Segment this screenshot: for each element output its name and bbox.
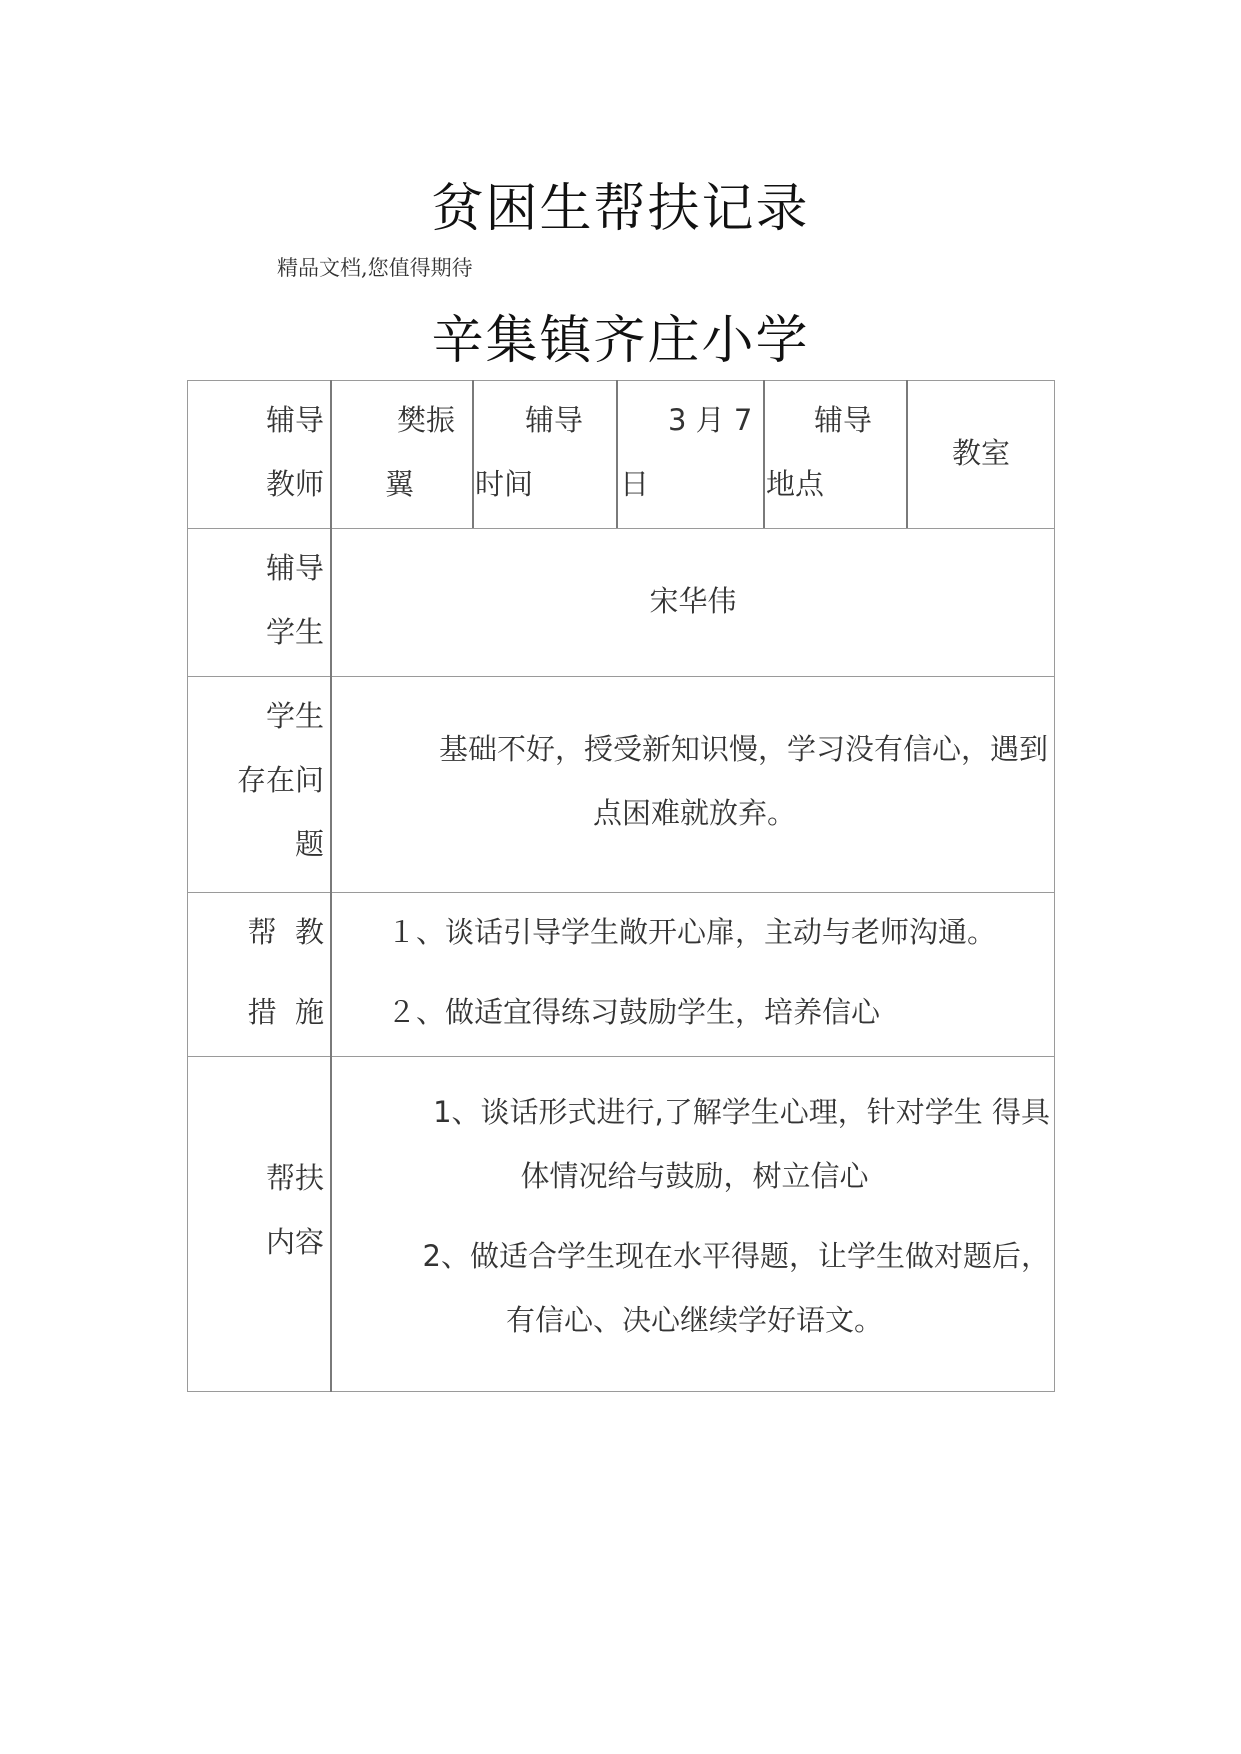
place-value: 教室 — [951, 436, 1010, 470]
column-divider — [616, 380, 618, 528]
time-value: 3 月 7 — [668, 403, 753, 437]
problem-label: 学生 存在问 题 — [236, 699, 324, 861]
teacher-value: 樊振 — [397, 403, 456, 437]
time-label: 辅导 — [525, 403, 584, 437]
school-name: 辛集镇齐庄小学 — [431, 311, 810, 371]
measures-label: 帮 教 措 施 — [247, 915, 324, 1029]
table-border-bottom — [187, 1391, 1055, 1392]
watermark-text: 精品文档,您值得期待 — [277, 256, 473, 280]
teacher-label: 辅导 教师 — [265, 403, 324, 501]
measure-item: １、谈话引导学生敞开心扉，主动与老师沟通。 — [387, 915, 997, 949]
column-divider — [472, 380, 474, 528]
measure-item: ２、做适宜得练习鼓励学生，培养信心 — [387, 995, 881, 1029]
student-label: 辅导 学生 — [265, 551, 324, 649]
table-border-top — [187, 380, 1055, 381]
problem-text: 基础不好，授受新知识慢，学习没有信心，遇到 点困难就放弃。 — [438, 732, 1048, 830]
row-divider — [187, 1056, 1055, 1057]
student-name: 宋华伟 — [649, 584, 737, 618]
document-title: 贫困生帮扶记录 — [431, 179, 810, 239]
row-divider — [187, 676, 1055, 677]
content-label: 帮扶 内容 — [265, 1161, 324, 1259]
table-border-right — [1054, 380, 1055, 1392]
content-text: 1、谈话形式进行,了解学生心理，针对学生 得具 体情况给与鼓励，树立信心 2、做适合学生现在水平得题，让学生做对题后， 有信心、决心继续学好语文。 — [422, 1095, 1050, 1337]
label-column-divider — [330, 380, 332, 1392]
record-table — [187, 380, 1055, 1392]
teacher-value-cont: 翼 — [385, 467, 415, 501]
column-divider — [763, 380, 765, 528]
time-label-cont: 时间 — [475, 467, 534, 501]
row-divider — [187, 528, 1055, 529]
place-label-cont: 地点 — [766, 467, 825, 501]
place-label: 辅导 — [814, 403, 873, 437]
measures-list — [387, 892, 1054, 1052]
time-value-cont: 日 — [620, 467, 650, 501]
